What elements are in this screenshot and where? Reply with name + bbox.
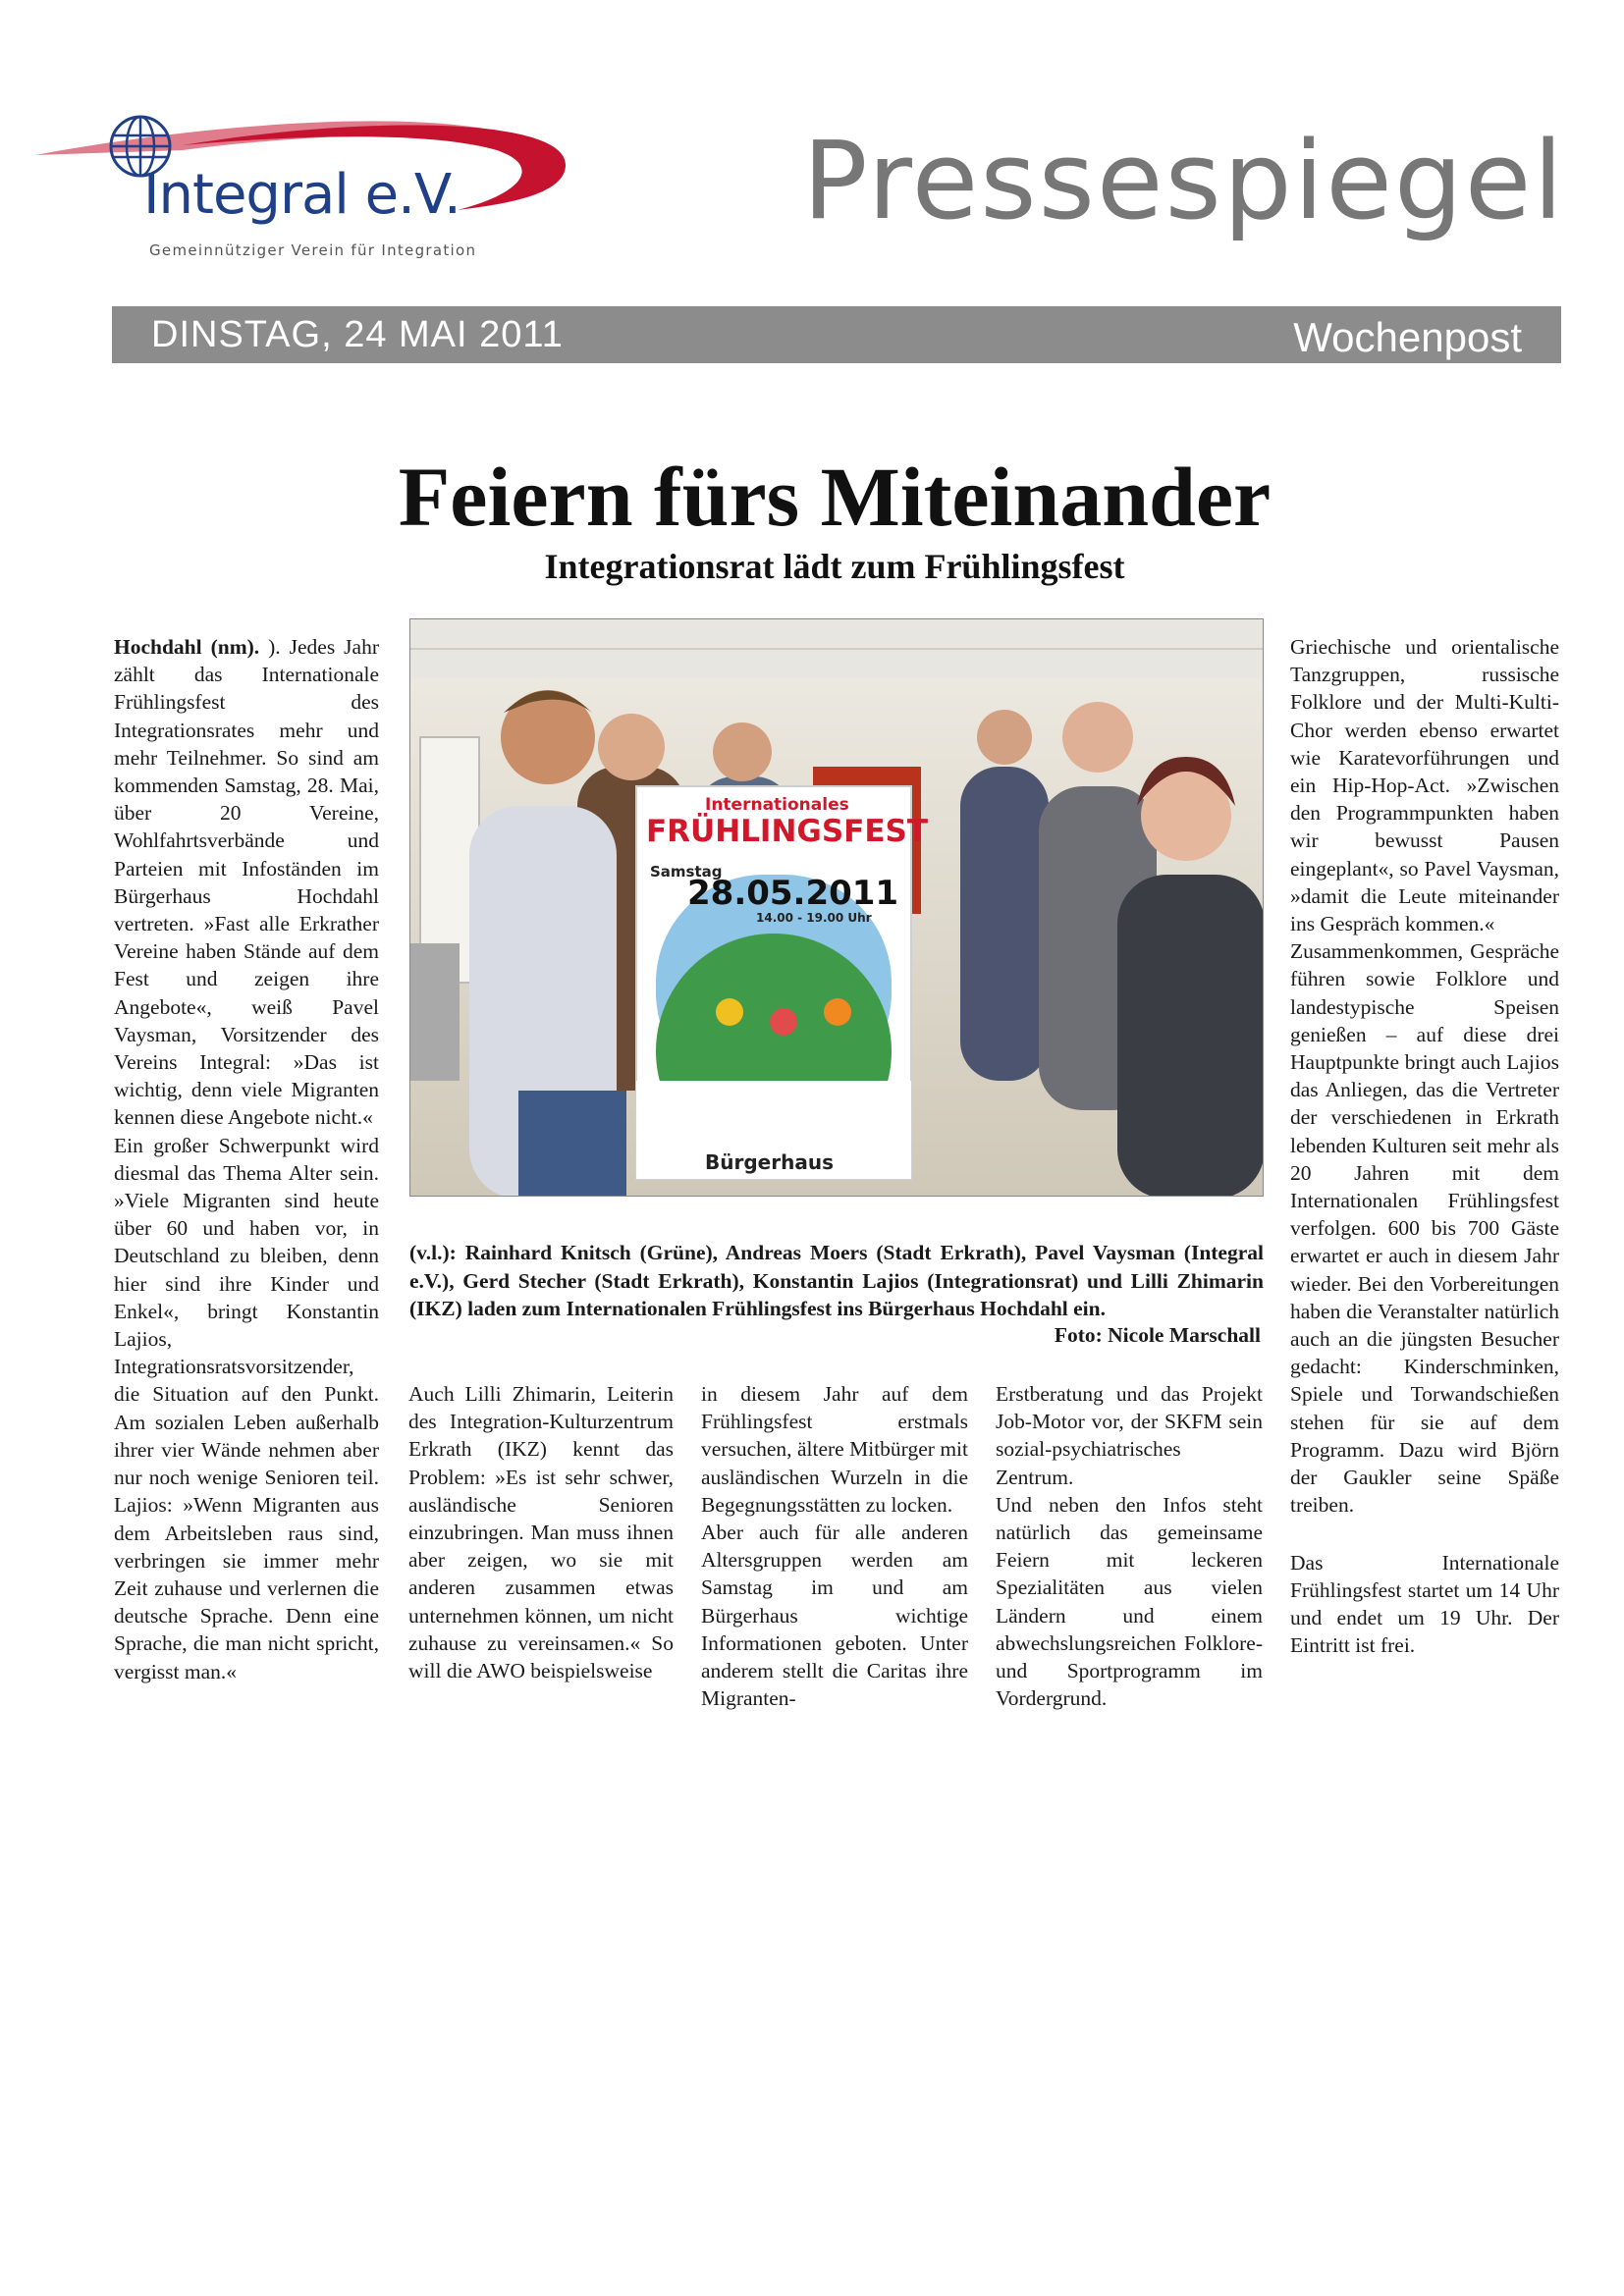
paragraph bbox=[114, 633, 379, 1132]
article-column-5 bbox=[1290, 633, 1559, 1659]
paragraph: Erstberatung und das Projekt Job-Motor vor, der SKFM sein sozial-psychiatrisches Zentrum. bbox=[996, 1382, 1263, 1489]
logo-tagline: Gemeinnütziger Verein für Integration bbox=[149, 241, 477, 259]
photo-credit: Foto: Nicole Marschall bbox=[1054, 1323, 1261, 1347]
logo-name: Integral e.V. bbox=[143, 163, 460, 227]
article-column-1 bbox=[114, 633, 379, 1685]
paragraph: Griechische und orientalische Tanzgruppen, russische Folklore und der Multi-Kulti-Chor werden ebenso erwartet wie Karatevorführungen und ein Hip-Hop-Act. »Zwischen den Programmpunkten haben wir bewusst Pausen eingeplant«, so Pavel Vaysman, »damit die Leute miteinander ins Gespräch kommen.« bbox=[1290, 635, 1559, 936]
article-column-3 bbox=[701, 1380, 968, 1712]
page-title: Pressespiegel bbox=[802, 118, 1565, 243]
integral-logo bbox=[35, 106, 585, 263]
dateline: Hochdahl (nm). bbox=[114, 635, 260, 659]
fruehlingsfest-poster bbox=[636, 786, 928, 1179]
poster-time: 14.00 - 19.00 Uhr bbox=[756, 911, 872, 925]
poster-line-2: FRÜHLINGSFEST bbox=[646, 814, 928, 849]
poster-venue: Bürgerhaus bbox=[705, 1150, 834, 1174]
article-column-2 bbox=[408, 1380, 674, 1684]
publication-source: Wochenpost bbox=[1293, 314, 1522, 360]
poster-day: Samstag bbox=[650, 863, 723, 881]
article-subheadline: Integrationsrat lädt zum Frühlingsfest bbox=[544, 547, 1125, 586]
paragraph: Ein großer Schwerpunkt wird diesmal das Thema Alter sein. »Viele Migranten sind heute über 60 und haben vor, in Deutschland zu bleiben, denn hier sind ihre Kinder und Enkel«, bringt Konstantin Lajios, Integrationsratsvorsitzender, die Situation auf den Punkt. Am sozialen Leben außerhalb ihrer vier Wände nehmen aber nur noch wenige Senioren teil. Lajios: »Wenn Migranten aus dem Arbeitsleben raus sind, verbringen sie immer mehr Zeit zuhause und verlernen die deutsche Sprache. Denn eine Sprache, die man nicht spricht, vergisst man.« bbox=[114, 1133, 379, 1683]
publication-date: DINSTAG, 24 MAI 2011 bbox=[151, 314, 564, 355]
paragraph: in diesem Jahr auf dem Frühlingsfest erstmals versuchen, ältere Mitbürger mit ausländischen Wurzeln in die Begegnungsstätten zu locken. bbox=[701, 1382, 968, 1517]
article-photo bbox=[409, 618, 1264, 1197]
date-band bbox=[112, 306, 1561, 363]
paragraph: Auch Lilli Zhimarin, Leiterin des Integration-Kulturzentrum Erkrath (IKZ) kennt das Problem: »Es ist sehr schwer, ausländische Senioren einzubringen. Man muss ihnen aber zeigen, wo sie mit anderen zusammen etwas unternehmen können, um nicht zuhause zu vereinsamen.« So will die AWO beispielsweise bbox=[408, 1382, 674, 1683]
poster-date: 28.05.2011 bbox=[687, 874, 899, 913]
paragraph-text: ). Jedes Jahr zählt das Internationale Frühlingsfest des Integrationsrates mehr und mehr Teilnehmer. So sind am kommenden Samstag, 28. Mai, über 20 Vereine, Wohlfahrtsverbände und Parteien mit Infoständen im Bürgerhaus Hochdahl vertreten. »Fast alle Erkrather Vereine haben Stände auf dem Fest und zeigen ihre Angebote«, weiß Pavel Vaysman, Vorsitzender des Vereins Integral: »Das ist wichtig, denn viele Migranten kennen diese Angebote nicht.« bbox=[114, 635, 379, 1130]
photo-caption: (v.l.): Rainhard Knitsch (Grüne), Andreas Moers (Stadt Erkrath), Pavel Vaysman (Integral e.V.), Gerd Stecher (Stadt Erkrath), Konstantin Lajios (Integrationsrat) und Lilli Zhimarin (IKZ) laden zum Internationalen Frühlingsfest ins Bürgerhaus Hochdahl ein. bbox=[409, 1241, 1264, 1320]
paragraph: Zusammenkommen, Gespräche führen sowie Folklore und landestypische Speisen genießen – auf diese drei Hauptpunkte bringt auch Lajios das Anliegen, das die Vertreter der verschiedenen in Erkrath lebenden Kulturen seit mehr als 20 Jahren mit dem Internationalen Frühlingsfest verfolgen. 600 bis 700 Gäste erwartet er auch in diesem Jahr wieder. Bei den Vorbereitungen haben die Veranstalter natürlich auch an die jüngsten Besucher gedacht: Kinderschminken, Spiele und Torwandschießen stehen für sie auf dem Programm. Dazu wird Björn der Gaukler seine Späße treiben. bbox=[1290, 939, 1559, 1518]
photo-illustration bbox=[410, 619, 1263, 1196]
paragraph: Aber auch für alle anderen Altersgruppen werden am Samstag im und am Bürgerhaus wichtige Informationen geboten. Unter anderem stellt die Caritas ihre Migranten- bbox=[701, 1521, 968, 1711]
paragraph: Das Internationale Frühlingsfest startet um 14 Uhr und endet um 19 Uhr. Der Eintritt ist frei. bbox=[1290, 1550, 1559, 1658]
article-column-4 bbox=[996, 1380, 1263, 1712]
paragraph: Und neben den Infos steht natürlich das gemeinsame Feiern mit leckeren Spezialitäten aus vielen Ländern und einem abwechslungsreichen Folklore- und Sportprogramm im Vordergrund. bbox=[996, 1492, 1263, 1711]
poster-line-1: Internationales bbox=[705, 795, 849, 815]
article-headline: Feiern fürs Miteinander bbox=[398, 450, 1272, 544]
